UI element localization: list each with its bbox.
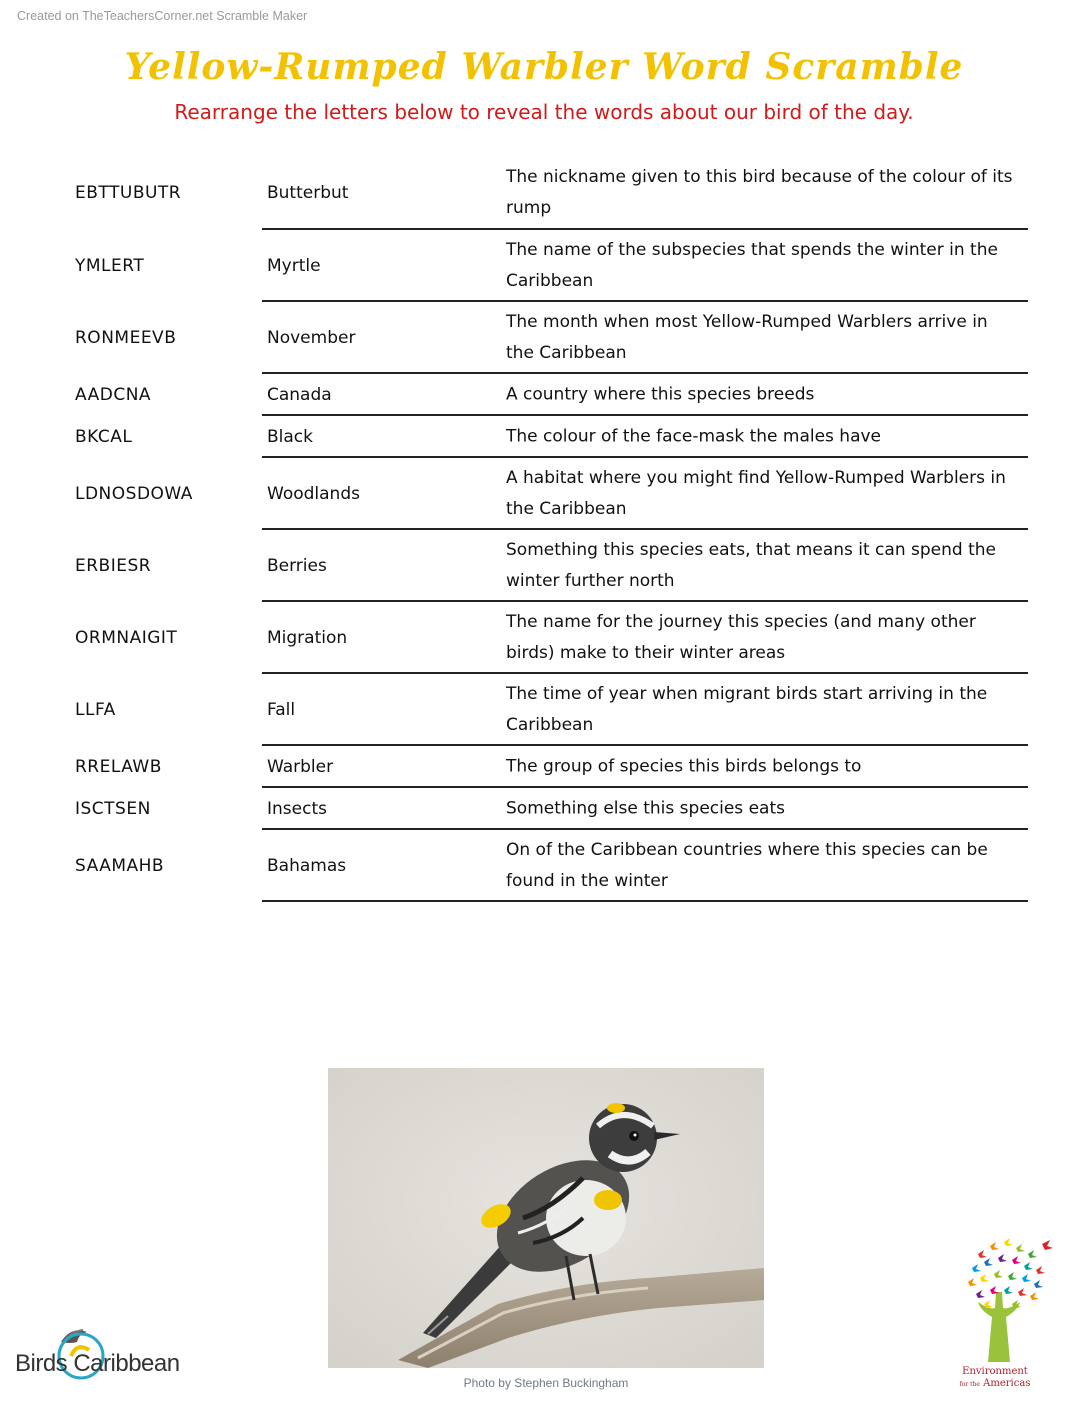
answer-word: Woodlands <box>267 484 360 504</box>
answer-word: Myrtle <box>267 256 321 276</box>
clue-text: The month when most Yellow-Rumped Warblers arrive in the Caribbean <box>506 312 988 363</box>
scrambled-word: AADCNA <box>75 385 152 405</box>
leaf-bird-shape <box>1004 1238 1013 1246</box>
leaf-bird-shape <box>976 1290 985 1298</box>
leaf-bird-shape <box>1008 1272 1017 1280</box>
tree-logo-icon <box>950 1232 1060 1367</box>
leaf-bird-shape <box>998 1254 1007 1262</box>
scrambled-word: ORMNAIGIT <box>75 628 178 648</box>
leaf-bird-shape <box>968 1278 977 1286</box>
birds-caribbean-wordmark: Birds Caribbean <box>15 1350 180 1377</box>
answer-word: Warbler <box>267 757 334 777</box>
clue-text: The nickname given to this bird because of the colour of its rump <box>506 167 1013 218</box>
scrambled-word: BKCAL <box>75 427 133 447</box>
leaf-bird-shape <box>984 1258 993 1266</box>
answer-word: Bahamas <box>267 856 347 876</box>
leaf-bird-shape <box>1016 1244 1025 1252</box>
leaf-bird-shape <box>1012 1256 1021 1264</box>
clue-text: On of the Caribbean countries where this species can be found in the winter <box>506 840 988 891</box>
answer-word: November <box>267 328 356 348</box>
bird-photo <box>328 1068 764 1368</box>
page-subtitle: Rearrange the letters below to reveal the words about our bird of the day. <box>174 100 914 124</box>
leaf-bird-shape <box>1004 1286 1013 1294</box>
scrambled-word: RRELAWB <box>75 757 162 777</box>
photo-credit: Photo by Stephen Buckingham <box>463 1376 629 1390</box>
clue-text: The name for the journey this species (and many other birds) make to their winter areas <box>506 612 976 663</box>
answer-word: Butterbut <box>267 183 349 203</box>
scrambled-word: LDNOSDOWA <box>75 484 193 504</box>
scrambled-word: ERBIESR <box>75 556 152 576</box>
env-line1: Environment <box>962 1366 1028 1377</box>
clue-text: The colour of the face-mask the males have <box>506 426 882 447</box>
table-row <box>75 230 1028 302</box>
table-row <box>75 788 1028 830</box>
leaf-bird-shape <box>1024 1262 1033 1270</box>
row-divider <box>262 900 1028 902</box>
credit-line: Created on TheTeachersCorner.net Scramble Maker <box>17 9 308 23</box>
table-row <box>75 156 1028 230</box>
answer-word: Insects <box>267 799 327 819</box>
clue-text: The time of year when migrant birds start arriving in the Caribbean <box>506 684 988 735</box>
scrambled-word: SAAMAHB <box>75 856 165 876</box>
clue-text: A habitat where you might find Yellow-Rumped Warblers in the Caribbean <box>506 468 1006 519</box>
scrambled-word: LLFA <box>75 700 116 720</box>
clue-text: The group of species this birds belongs to <box>506 756 862 777</box>
leaf-bird-shape <box>1022 1274 1031 1282</box>
answer-word: Black <box>267 427 313 447</box>
scramble-table <box>75 156 1028 902</box>
env-line3: Americas <box>983 1378 1031 1389</box>
clue-text: Something this species eats, that means it can spend the winter further north <box>506 540 996 591</box>
leaf-bird-shape <box>1028 1250 1037 1258</box>
leaf-bird-shape <box>990 1286 999 1294</box>
clue-text: Something else this species eats <box>506 798 785 819</box>
table-row <box>75 416 1028 458</box>
env-line2: for the <box>959 1381 980 1388</box>
leaf-bird-shape <box>1018 1288 1027 1296</box>
scrambled-word: RONMEEVB <box>75 328 177 348</box>
table-row <box>75 302 1028 374</box>
table-row <box>75 530 1028 602</box>
scrambled-word: EBTTUBUTR <box>75 183 182 203</box>
environment-americas-logo <box>950 1232 1060 1392</box>
table-row <box>75 830 1028 902</box>
clue-text: A country where this species breeds <box>506 384 815 405</box>
answer-word: Migration <box>267 628 348 648</box>
leaf-bird-shape <box>1036 1266 1045 1274</box>
leaf-bird-shape <box>1030 1292 1039 1300</box>
leaf-bird-shape <box>972 1264 981 1272</box>
leaf-bird-shape <box>980 1274 989 1282</box>
environment-americas-wordmark <box>950 1366 1040 1391</box>
scrambled-word: ISCTSEN <box>75 799 151 819</box>
leaf-bird-shape <box>978 1250 987 1258</box>
scrambled-word: YMLERT <box>75 256 145 276</box>
leaf-bird-shape <box>990 1242 999 1250</box>
leaf-bird-shape <box>994 1270 1003 1278</box>
warbler-illustration <box>328 1068 764 1368</box>
answer-word: Fall <box>267 700 296 720</box>
answer-word: Canada <box>267 385 332 405</box>
table-row <box>75 602 1028 674</box>
answer-word: Berries <box>267 556 327 576</box>
table-row <box>75 458 1028 530</box>
leaf-bird-shape <box>1034 1280 1043 1288</box>
birds-caribbean-logo <box>15 1320 185 1390</box>
table-row <box>75 746 1028 788</box>
table-row <box>75 374 1028 416</box>
clue-text: The name of the subspecies that spends the winter in the Caribbean <box>506 240 998 291</box>
page-title: Yellow-Rumped Warbler Word Scramble <box>124 46 964 88</box>
table-row <box>75 674 1028 746</box>
